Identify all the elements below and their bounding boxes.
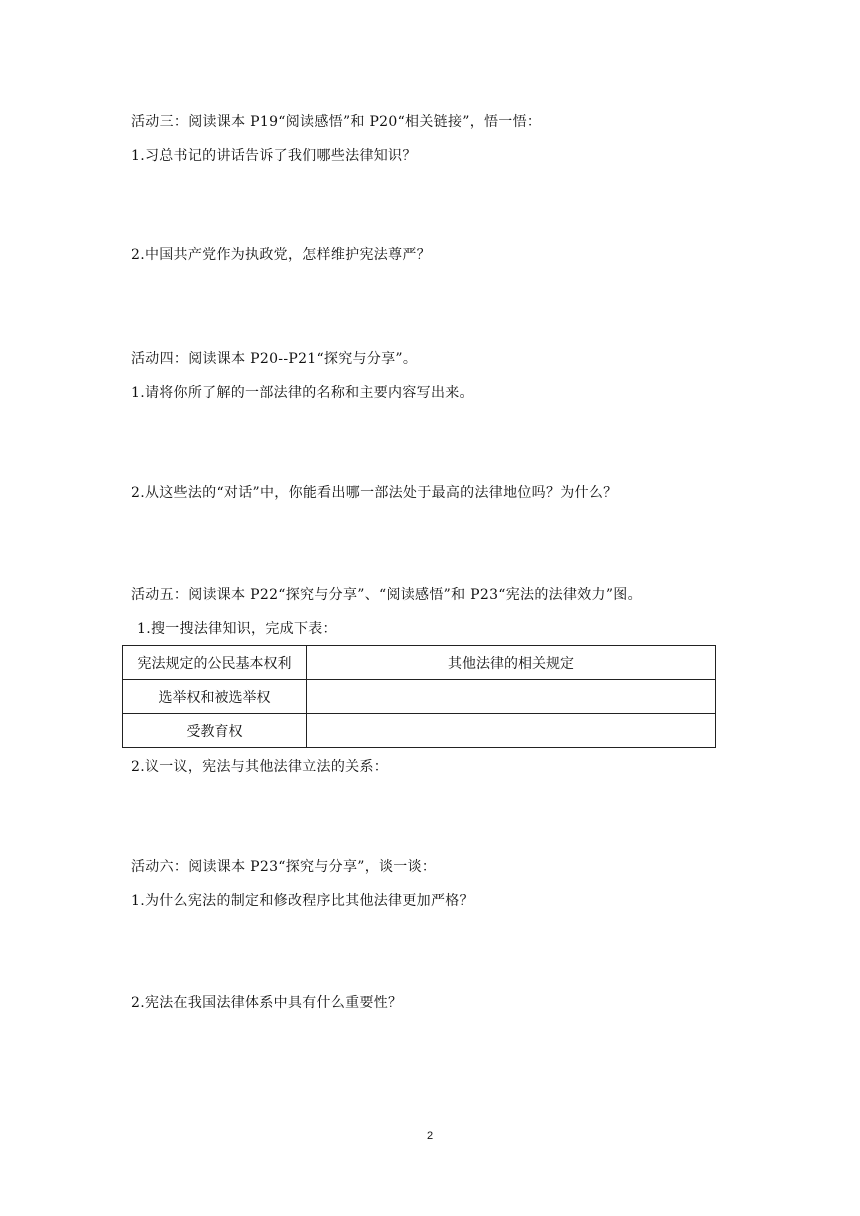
activity-3-title: 活动三：阅读课本 P19“阅读感悟”和 P20“相关链接”，悟一悟：	[131, 114, 542, 130]
rights-table	[122, 645, 716, 748]
table-header-cell: 宪法规定的公民基本权利	[123, 646, 307, 680]
page-number: 2	[426, 1130, 434, 1142]
table-cell: 受教育权	[123, 714, 307, 748]
activity-5-title: 活动五：阅读课本 P22“探究与分享”、“阅读感悟”和 P23“宪法的法律效力”图。	[131, 587, 642, 603]
activity-4-title: 活动四：阅读课本 P20--P21“探究与分享”。	[131, 351, 418, 367]
activity-3-question-1: 1.习总书记的讲话告诉了我们哪些法律知识？	[131, 148, 417, 164]
activity-4-question-1: 1.请将你所了解的一部法律的名称和主要内容写出来。	[131, 385, 474, 401]
activity-6-question-1: 1.为什么宪法的制定和修改程序比其他法律更加严格？	[131, 893, 474, 909]
table-cell: 选举权和被选举权	[123, 680, 307, 714]
activity-6-question-2: 2.宪法在我国法律体系中具有什么重要性？	[131, 995, 403, 1011]
activity-4-question-2: 2.从这些法的“对话”中，你能看出哪一部法处于最高的法律地位吗？为什么？	[131, 485, 618, 501]
table-header-row	[123, 646, 716, 680]
activity-5-question-2: 2.议一议，宪法与其他法律立法的关系：	[131, 759, 389, 775]
table-cell-blank[interactable]	[307, 680, 716, 714]
activity-6-title: 活动六：阅读课本 P23“探究与分享”，谈一谈：	[131, 859, 437, 875]
table-row	[123, 714, 716, 748]
table-row	[123, 680, 716, 714]
activity-3-question-2: 2.中国共产党作为执政党，怎样维护宪法尊严？	[131, 247, 431, 263]
table-cell-blank[interactable]	[307, 714, 716, 748]
table-header-cell: 其他法律的相关规定	[307, 646, 716, 680]
activity-5-question-1: 1.搜一搜法律知识，完成下表：	[137, 621, 337, 637]
